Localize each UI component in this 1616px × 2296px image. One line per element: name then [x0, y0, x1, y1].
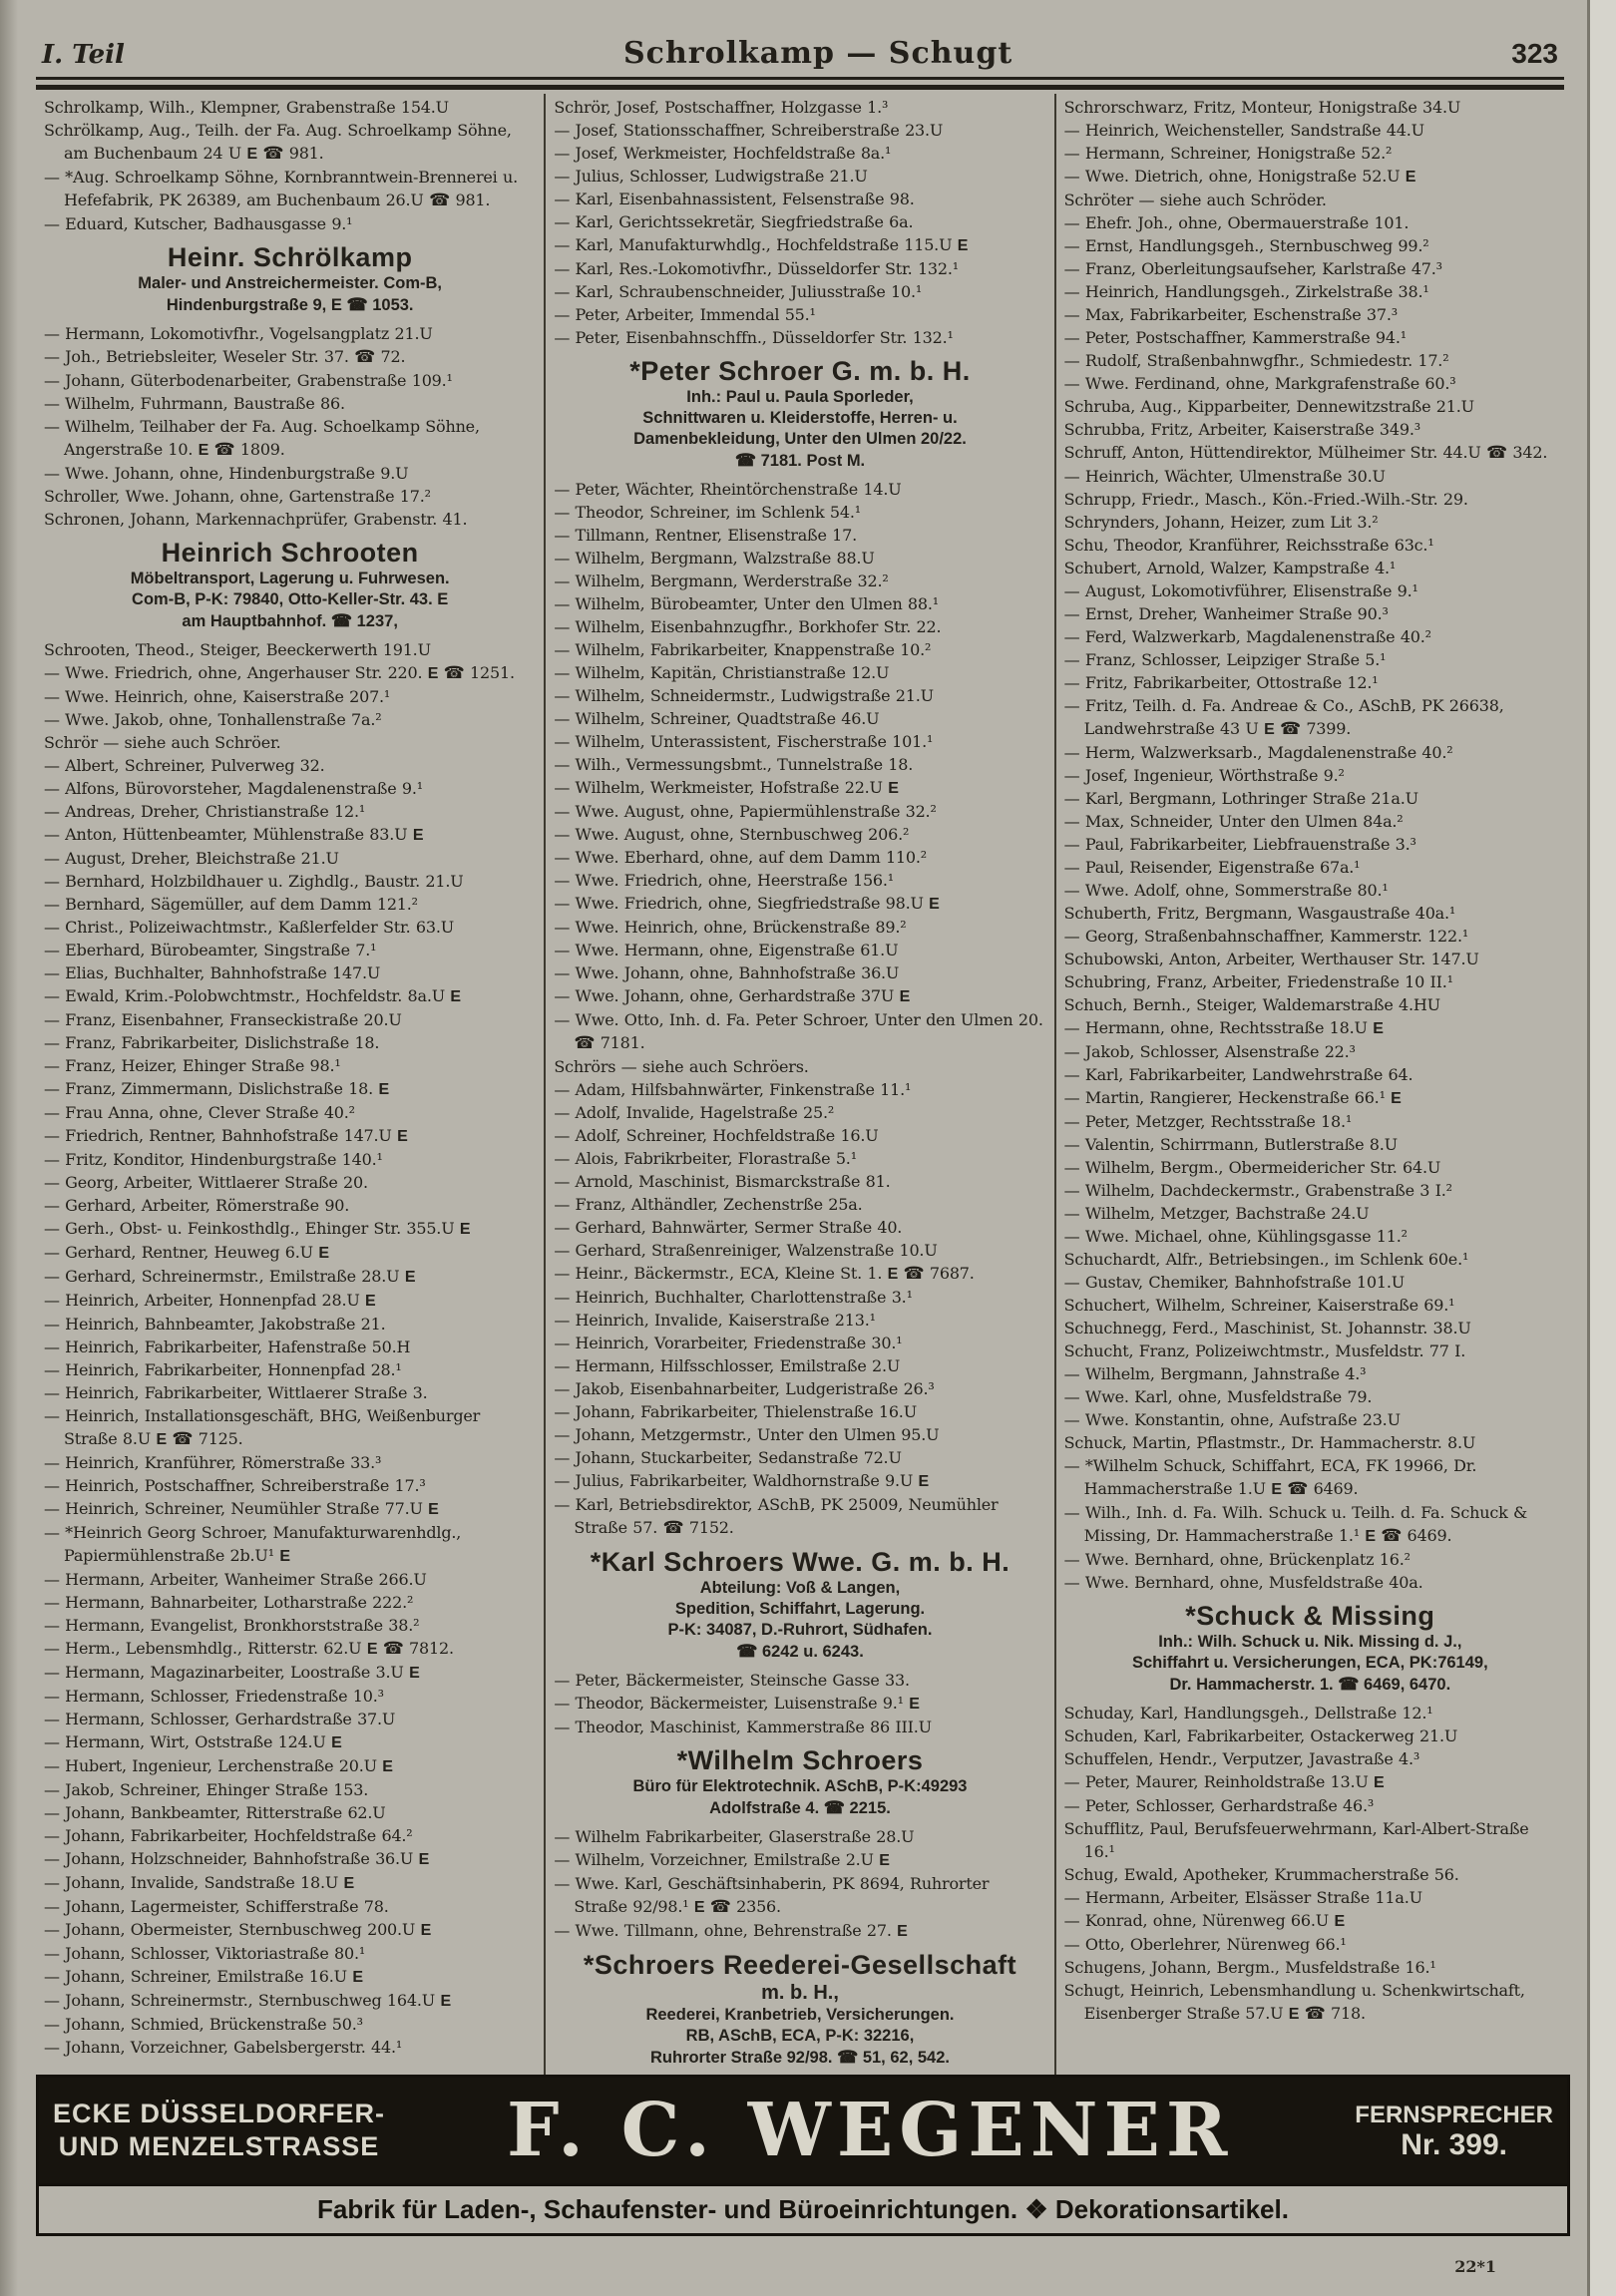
phone-icon: ☎: [346, 295, 368, 314]
directory-entry: Schuffelen, Hendr., Verputzer, Javastraße 4.³: [1063, 1749, 1420, 1768]
inline-ad-line: *Karl Schroers Wwe. G. m. b. H.: [590, 1547, 1010, 1577]
directory-entry: — Franz, Fabrikarbeiter, Dislichstraße 18.: [44, 1033, 380, 1052]
directory-entry: — Fritz, Konditor, Hindenburgstraße 140.¹: [44, 1150, 383, 1169]
directory-entry: — Joh., Betriebsleiter, Weseler Str. 37. ☎ 72.: [44, 347, 406, 367]
directory-entry: — Andreas, Dreher, Christianstraße 12.¹: [44, 802, 366, 821]
inline-ad: [554, 1547, 1045, 1663]
directory-entry: — Johann, Schreiner, Emilstraße 16.U E: [44, 1967, 363, 1986]
directory-entry: — Gerhard, Schreinermstr., Emilstraße 28.U E: [44, 1267, 416, 1286]
inline-ad-line: Hindenburgstraße 9, E ☎ 1053.: [166, 295, 414, 314]
inline-ad-line: Dr. Hammacherstr. 1. ☎ 6469, 6470.: [1169, 1675, 1451, 1694]
directory-entry: — Peter, Schlosser, Gerhardstraße 46.³: [1063, 1796, 1375, 1815]
directory-entry: — Heinrich, Invalide, Kaiserstraße 213.¹: [554, 1311, 876, 1330]
directory-entry: — Martin, Rangierer, Heckenstraße 66.¹ E: [1063, 1088, 1402, 1107]
directory-entry: — Heinrich, Buchhalter, Charlottenstraße 3.¹: [554, 1288, 913, 1307]
directory-entry: — Wwe. Heinrich, ohne, Kaiserstraße 207.¹: [44, 687, 391, 706]
directory-entry: — Johann, Schmied, Brückenstraße 50.³: [44, 2015, 363, 2034]
directory-column-1: [36, 94, 544, 2094]
phone-icon: ☎: [172, 1429, 194, 1449]
page-number: 323: [1511, 38, 1558, 69]
directory-entry: — Heinrich, Handlungsgeh., Zirkelstraße 38.¹: [1063, 282, 1429, 301]
inline-ad: [554, 1950, 1045, 2069]
directory-entry: Schubert, Arnold, Walzer, Kampstraße 4.¹: [1063, 559, 1397, 577]
directory-entry: — Hermann, Schlosser, Friedenstraße 10.³: [44, 1687, 384, 1706]
inline-ad-line: Spedition, Schiffahrt, Lagerung.: [674, 1600, 926, 1618]
directory-entry: — Johann, Bankbeamter, Ritterstraße 62.U: [44, 1803, 386, 1822]
directory-entry: — Johann, Güterbodenarbeiter, Grabenstraße 109.¹: [44, 371, 453, 390]
directory-entry: — Peter, Maurer, Reinholdstraße 13.U E: [1063, 1772, 1385, 1791]
directory-entry: — Heinrich, Postschaffner, Schreiberstraße 17.³: [44, 1476, 426, 1495]
directory-entry: — Herm, Walzwerksarb., Magdalenenstraße 40.²: [1063, 743, 1453, 762]
directory-entry: Schröter — siehe auch Schröder.: [1063, 191, 1327, 209]
directory-entry: — Hermann, Magazinarbeiter, Loostraße 3.U E: [44, 1663, 420, 1682]
directory-entry: — Franz, Althändler, Zechenstrße 25a.: [554, 1195, 863, 1214]
directory-entry: — Gerh., Obst- u. Feinkosthdlg., Ehinger Str. 355.U E: [44, 1219, 471, 1238]
inline-ad-line: *Schuck & Missing: [1185, 1601, 1435, 1631]
directory-entry: — Wwe. Michael, ohne, Kühlingsgasse 11.²: [1063, 1227, 1408, 1246]
directory-entry: — Tillmann, Rentner, Elisenstraße 17.: [554, 526, 858, 545]
directory-entry: — Herm., Lebensmhdlg., Ritterstr. 62.U E ☎ 7812.: [44, 1639, 454, 1659]
inline-ad-line: *Peter Schroer G. m. b. H.: [629, 356, 971, 386]
directory-entry: — Gerhard, Bahnwärter, Sermer Straße 40.: [554, 1218, 903, 1237]
directory-entry: — Hermann, ohne, Rechtsstraße 18.U E: [1063, 1018, 1384, 1037]
directory-entry: — Johann, Holzschneider, Bahnhofstraße 36.U E: [44, 1849, 430, 1868]
inline-ad: [44, 242, 536, 316]
directory-entry: — Peter, Arbeiter, Immendal 55.¹: [554, 305, 816, 324]
phone-icon: ☎: [1304, 2004, 1326, 2024]
directory-entry: — Josef, Stationsschaffner, Schreiberstraße 23.U: [554, 121, 944, 140]
directory-entry: Schrölkamp, Aug., Teilh. der Fa. Aug. Schroelkamp Söhne, am Buchenbaum 24 U E ☎ 981.: [44, 121, 512, 164]
directory-entry: — Wwe. Johann, ohne, Hindenburgstraße 9.U: [44, 464, 409, 483]
directory-entry: — Christ., Polizeiwachtmstr., Kaßlerfelder Str. 63.U: [44, 918, 455, 937]
directory-entry: — Wilhelm, Teilhaber der Fa. Aug. Schoelkamp Söhne, Angerstraße 10. E ☎ 1809.: [44, 417, 480, 460]
directory-entry: — Hermann, Lokomotivfhr., Vogelsangplatz 21.U: [44, 324, 433, 343]
directory-entry: — Alois, Fabrikrbeiter, Florastraße 5.¹: [554, 1149, 857, 1168]
inline-ad-line: Heinr. Schrölkamp: [167, 242, 413, 272]
directory-entry: — Hermann, Schreiner, Honigstraße 52.²: [1063, 144, 1393, 163]
phone-icon: ☎: [213, 440, 235, 460]
phone-icon: ☎: [429, 191, 451, 210]
directory-entry: — Wilhelm, Kapitän, Christianstraße 12.U: [554, 663, 890, 682]
phone-icon: ☎: [837, 2048, 859, 2067]
directory-columns: [36, 94, 1564, 2094]
directory-entry: Schronen, Johann, Markennachprüfer, Grabenstr. 41.: [44, 510, 468, 529]
header-rule: [36, 77, 1564, 90]
inline-ad-line: ☎ 7181. Post M.: [734, 451, 866, 470]
directory-entry: — Wilhelm, Bergmann, Jahnstraße 4.³: [1063, 1364, 1367, 1383]
directory-entry: — Max, Schneider, Unter den Ulmen 84a.²: [1063, 812, 1404, 831]
directory-entry: — Wwe. Heinrich, ohne, Brückenstraße 89.²: [554, 918, 907, 937]
directory-entry: — Gerhard, Arbeiter, Römerstraße 90.: [44, 1196, 350, 1215]
inline-ad-line: RB, ASchB, ECA, P-K: 32216,: [685, 2027, 915, 2045]
advertisement-banner: [36, 2075, 1570, 2236]
directory-entry: — Karl, Res.-Lokomotivfhr., Düsseldorfer Str. 132.¹: [554, 259, 959, 278]
directory-entry: — Karl, Fabrikarbeiter, Landwehrstraße 64.: [1063, 1065, 1414, 1084]
phone-icon: ☎: [330, 611, 353, 630]
directory-entry: — Karl, Eisenbahnassistent, Felsenstraße 98.: [554, 190, 915, 208]
phone-icon: ☎: [574, 1033, 596, 1053]
directory-entry: — Wilh., Inh. d. Fa. Wilh. Schuck u. Teilh. d. Fa. Schuck & Missing, Dr. Hammacherstraße 1.¹ E ☎ 6469.: [1063, 1503, 1528, 1546]
directory-entry: — Bernhard, Sägemüller, auf dem Damm 121.²: [44, 895, 418, 914]
directory-entry: — Hermann, Arbeiter, Elsässer Straße 11a.U: [1063, 1888, 1422, 1907]
directory-entry: Schugt, Heinrich, Lebensmhandlung u. Schenkwirtschaft, Eisenberger Straße 57.U E ☎ 718.: [1063, 1981, 1525, 2024]
directory-entry: — Anton, Hüttenbeamter, Mühlenstraße 83.U E: [44, 825, 424, 844]
directory-entry: Schruff, Anton, Hüttendirektor, Mülheimer Str. 44.U ☎ 342.: [1063, 443, 1548, 463]
directory-entry: — Wilhelm, Metzger, Bachstraße 24.U: [1063, 1204, 1370, 1223]
directory-entry: — Theodor, Schreiner, im Schlenk 54.¹: [554, 503, 861, 522]
directory-entry: Schubring, Franz, Arbeiter, Friedenstraße 10 II.¹: [1063, 972, 1453, 991]
directory-entry: Schrörs — siehe auch Schröers.: [554, 1057, 809, 1076]
directory-entry: — Paul, Reisender, Eigenstraße 67a.¹: [1063, 858, 1361, 877]
phone-icon: ☎: [1338, 1675, 1360, 1694]
page-title: Schrolkamp — Schugt: [623, 36, 1013, 71]
directory-entry: — August, Lokomotivführer, Elisenstraße 9.¹: [1063, 581, 1418, 600]
ad-company-name: F. C. WEGENER: [506, 2088, 1234, 2173]
directory-entry: — Wwe. Otto, Inh. d. Fa. Peter Schroer, Unter den Ulmen 20. ☎ 7181.: [554, 1010, 1043, 1053]
directory-entry: — Wwe. Bernhard, ohne, Musfeldstraße 40a.: [1063, 1573, 1423, 1592]
directory-entry: Schug, Ewald, Apotheker, Krummacherstraße 56.: [1063, 1865, 1459, 1884]
directory-entry: — Hermann, Bahnarbeiter, Lotharstraße 222.²: [44, 1593, 414, 1612]
directory-entry: — Gustav, Chemiker, Bahnhofstraße 101.U: [1063, 1273, 1405, 1292]
inline-ad-line: Inh.: Paul u. Paula Sporleder,: [686, 388, 914, 406]
directory-entry: — Franz, Heizer, Ehinger Straße 98.¹: [44, 1056, 341, 1075]
directory-entry: — Adolf, Invalide, Hagelstraße 25.²: [554, 1103, 835, 1122]
directory-entry: — Wilhelm, Bergm., Obermeidericher Str. 64.U: [1063, 1158, 1441, 1177]
directory-entry: Schuchardt, Alfr., Betriebsingen., im Schlenk 60e.¹: [1063, 1250, 1469, 1269]
phone-icon: ☎: [903, 1264, 925, 1284]
directory-entry: — Jakob, Schreiner, Ehinger Straße 153.: [44, 1780, 369, 1799]
directory-entry: Schufflitz, Paul, Berufsfeuerwehrmann, Karl-Albert-Straße 16.¹: [1063, 1819, 1529, 1861]
directory-entry: — Wwe. Dietrich, ohne, Honigstraße 52.U E: [1063, 167, 1416, 186]
directory-entry: Schuberth, Fritz, Bergmann, Wasgaustraße 40a.¹: [1063, 904, 1456, 923]
phone-icon: ☎: [262, 144, 284, 164]
directory-entry: — Wilhelm Fabrikarbeiter, Glaserstraße 28.U: [554, 1827, 915, 1846]
directory-entry: — *Aug. Schroelkamp Söhne, Kornbranntwein-Brennerei u. Hefefabrik, PK 26389, am Buchenbaum 26.U ☎ 981.: [44, 168, 518, 210]
directory-entry: — Theodor, Maschinist, Kammerstraße 86 III.U: [554, 1718, 932, 1736]
directory-entry: — Paul, Fabrikarbeiter, Liebfrauenstraße 3.³: [1063, 835, 1416, 854]
directory-entry: — Johann, Obermeister, Sternbuschweg 200.U E: [44, 1920, 432, 1939]
directory-entry: — Wilhelm, Eisenbahnzugfhr., Borkhofer Str. 22.: [554, 617, 942, 636]
inline-ad-line: *Wilhelm Schroers: [676, 1745, 924, 1775]
directory-entry: — Ernst, Handlungsgeh., Sternbuschweg 99.²: [1063, 236, 1429, 255]
printers-mark: 22*1: [1454, 2257, 1496, 2276]
directory-column-2: [544, 94, 1053, 2094]
directory-entry: — Johann, Lagermeister, Schifferstraße 78.: [44, 1897, 389, 1916]
directory-entry: — Ferd, Walzwerkarb, Magdalenenstraße 40.²: [1063, 627, 1431, 646]
directory-entry: — Wilhelm, Werkmeister, Hofstraße 22.U E: [554, 778, 899, 797]
inline-ad: [554, 356, 1045, 472]
inline-ad: [554, 1745, 1045, 1819]
directory-entry: — Fritz, Fabrikarbeiter, Ottostraße 12.¹: [1063, 673, 1379, 692]
directory-entry: — Ehefr. Joh., ohne, Obermauerstraße 101.: [1063, 213, 1410, 232]
inline-ad-line: Inh.: Wilh. Schuck u. Nik. Missing d. J.,: [1158, 1633, 1462, 1651]
directory-entry: — Johann, Metzgermstr., Unter den Ulmen 95.U: [554, 1425, 940, 1444]
directory-entry: — Franz, Zimmermann, Dislichstraße 18. E: [44, 1079, 389, 1098]
directory-entry: — Wwe. Adolf, ohne, Sommerstraße 80.¹: [1063, 881, 1389, 900]
directory-entry: Schrör, Josef, Postschaffner, Holzgasse 1.³: [554, 98, 889, 117]
directory-entry: — Wwe. Johann, ohne, Gerhardstraße 37U E: [554, 986, 911, 1005]
directory-entry: — Heinrich, Schreiner, Neumühler Straße 77.U E: [44, 1499, 439, 1518]
directory-column-3: [1054, 94, 1564, 2094]
phone-icon: ☎: [662, 1518, 684, 1538]
directory-entry: Schuch, Bernh., Steiger, Waldemarstraße 4.HU: [1063, 995, 1440, 1014]
directory-entry: Schruba, Aug., Kipparbeiter, Dennewitzstraße 21.U: [1063, 397, 1474, 416]
phone-icon: ☎: [443, 663, 465, 683]
directory-entry: Schucht, Franz, Polizeiwchtmstr., Musfeldstr. 77 I.: [1063, 1341, 1466, 1360]
directory-entry: — Wwe. Bernhard, ohne, Brückenplatz 16.²: [1063, 1550, 1411, 1569]
directory-entry: — Ewald, Krim.-Polobwchtmstr., Hochfeldstr. 8a.U E: [44, 986, 461, 1005]
directory-entry: — Franz, Eisenbahner, Franseckistraße 20.U: [44, 1010, 402, 1029]
directory-entry: Schrorschwarz, Fritz, Monteur, Honigstraße 34.U: [1063, 98, 1461, 117]
directory-entry: — *Heinrich Georg Schroer, Manufakturwarenhdlg., Papiermühlenstraße 2b.U¹ E: [44, 1523, 462, 1565]
directory-entry: — Heinrich, Vorarbeiter, Friedenstraße 30.¹: [554, 1334, 903, 1352]
directory-entry: — Albert, Schreiner, Pulverweg 32.: [44, 756, 325, 775]
directory-entry: — Elias, Buchhalter, Bahnhofstraße 147.U: [44, 963, 381, 982]
directory-entry: — Gerhard, Rentner, Heuweg 6.U E: [44, 1243, 329, 1262]
directory-entry: — Wwe. Johann, ohne, Bahnhofstraße 36.U: [554, 963, 900, 982]
directory-entry: Schuchert, Wilhelm, Schreiner, Kaiserstraße 69.¹: [1063, 1296, 1455, 1315]
directory-entry: — Wilhelm, Unterassistent, Fischerstraße 101.¹: [554, 732, 934, 751]
directory-entry: — Peter, Wächter, Rheintörchenstraße 14.U: [554, 480, 902, 499]
inline-ad-line: Reederei, Kranbetrieb, Versicherungen.: [645, 2006, 955, 2024]
directory-entry: — Hermann, Schlosser, Gerhardstraße 37.U: [44, 1710, 396, 1728]
phone-icon: ☎: [1287, 1479, 1309, 1499]
directory-entry: Schuday, Karl, Handlungsgeh., Dellstraße 12.¹: [1063, 1704, 1433, 1722]
directory-entry: — Johann, Schreinermstr., Sternbuschweg 164.U E: [44, 1991, 451, 2010]
directory-entry: Schu, Theodor, Kranführer, Reichsstraße 63c.¹: [1063, 536, 1434, 555]
directory-entry: — Karl, Betriebsdirektor, ASchB, PK 25009, Neumühler Straße 57. ☎ 7152.: [554, 1495, 999, 1538]
directory-entry: — Hubert, Ingenieur, Lerchenstraße 20.U E: [44, 1756, 393, 1775]
directory-entry: — Heinrich, Fabrikarbeiter, Hafenstraße 50.H: [44, 1338, 411, 1356]
directory-entry: — Karl, Schraubenschneider, Juliusstraße 10.¹: [554, 282, 923, 301]
inline-ad-line: Möbeltransport, Lagerung u. Fuhrwesen.: [130, 570, 450, 587]
directory-entry: — Wwe. Konstantin, ohne, Aufstraße 23.U: [1063, 1410, 1401, 1429]
directory-entry: — Adam, Hilfsbahnwärter, Finkenstraße 11.¹: [554, 1080, 912, 1099]
directory-entry: — Adolf, Schreiner, Hochfeldstraße 16.U: [554, 1126, 879, 1145]
directory-entry: Schrolkamp, Wilh., Klempner, Grabenstraße 154.U: [44, 98, 449, 117]
directory-entry: Schroller, Wwe. Johann, ohne, Gartenstraße 17.²: [44, 487, 431, 506]
directory-entry: — Heinrich, Kranführer, Römerstraße 33.³: [44, 1453, 382, 1472]
inline-ad-line: Abteilung: Voß & Langen,: [699, 1579, 901, 1597]
directory-entry: — Heinrich, Fabrikarbeiter, Honnenpfad 28.¹: [44, 1360, 402, 1379]
directory-entry: — Eduard, Kutscher, Badhausgasse 9.¹: [44, 214, 353, 233]
inline-ad-line: Heinrich Schrooten: [161, 538, 419, 568]
directory-entry: — Karl, Manufakturwhdlg., Hochfeldstraße 115.U E: [554, 235, 969, 254]
directory-entry: — Wwe. August, ohne, Papiermühlenstraße 32.²: [554, 802, 937, 821]
inline-ad-line: P-K: 34087, D.-Ruhrort, Südhafen.: [667, 1621, 933, 1639]
inline-ad-line: Adolfstraße 4. ☎ 2215.: [709, 1798, 891, 1817]
directory-entry: Schrupp, Friedr., Masch., Kön.-Fried.-Wilh.-Str. 29.: [1063, 490, 1468, 509]
directory-entry: — Peter, Eisenbahnschffn., Düsseldorfer Str. 132.¹: [554, 328, 954, 347]
inline-ad-line: ☎ 6242 u. 6243.: [736, 1642, 864, 1661]
directory-entry: — Heinrich, Arbeiter, Honnenpfad 28.U E: [44, 1291, 376, 1310]
directory-entry: — Hermann, Wirt, Oststraße 124.U E: [44, 1732, 342, 1751]
directory-entry: — Johann, Schlosser, Viktoriastraße 80.¹: [44, 1944, 366, 1963]
directory-entry: — Otto, Oberlehrer, Nürenweg 66.¹: [1063, 1935, 1347, 1954]
directory-entry: — Wilhelm, Vorzeichner, Emilstraße 2.U E: [554, 1850, 890, 1869]
directory-entry: — Bernhard, Holzbildhauer u. Zighdlg., Baustr. 21.U: [44, 872, 464, 891]
directory-entry: — Peter, Metzger, Rechtsstraße 18.¹: [1063, 1112, 1353, 1131]
directory-entry: — Johann, Stuckarbeiter, Sedanstraße 72.U: [554, 1448, 902, 1467]
inline-ad-line: Schiffahrt u. Versicherungen, ECA, PK:76149,: [1131, 1654, 1488, 1672]
directory-entry: — Wwe. Jakob, ohne, Tonhallenstraße 7a.²: [44, 710, 382, 729]
directory-entry: — Wwe. Tillmann, ohne, Behrenstraße 27. E: [554, 1921, 908, 1940]
inline-ad-line: am Hauptbahnhof. ☎ 1237,: [182, 611, 398, 630]
phone-icon: ☎: [1486, 443, 1507, 463]
directory-entry: — Wilhelm, Fuhrmann, Baustraße 86.: [44, 394, 345, 413]
scan-left-edge: [0, 0, 18, 2296]
directory-entry: — Konrad, ohne, Nürenweg 66.U E: [1063, 1911, 1345, 1930]
directory-entry: — Wilhelm, Bergmann, Werderstraße 32.²: [554, 572, 889, 590]
directory-entry: — August, Dreher, Bleichstraße 21.U: [44, 849, 339, 868]
directory-entry: — Wilhelm, Bürobeamter, Unter den Ulmen 88.¹: [554, 594, 939, 613]
phone-icon: ☎: [734, 451, 757, 470]
directory-entry: — Georg, Straßenbahnschaffner, Kammerstr. 122.¹: [1063, 927, 1469, 946]
page-content: [36, 28, 1564, 2094]
directory-entry: — Eberhard, Bürobeamter, Singstraße 7.¹: [44, 941, 377, 959]
directory-entry: — Hermann, Evangelist, Bronkhorststraße 38.²: [44, 1616, 420, 1635]
directory-entry: — Karl, Bergmann, Lothringer Straße 21a.U: [1063, 789, 1418, 808]
directory-entry: Schubowski, Anton, Arbeiter, Werthauser Str. 147.U: [1063, 950, 1479, 968]
scan-page-edge: [1587, 0, 1616, 2296]
directory-entry: Schuden, Karl, Fabrikarbeiter, Ostackerweg 21.U: [1063, 1726, 1458, 1745]
directory-entry: — Josef, Ingenieur, Wörthstraße 9.²: [1063, 766, 1345, 785]
phone-icon: ☎: [1279, 719, 1301, 739]
directory-entry: — *Wilhelm Schuck, Schiffahrt, ECA, FK 19966, Dr. Hammacherstraße 1.U E ☎ 6469.: [1063, 1456, 1477, 1499]
directory-entry: — Hermann, Arbeiter, Wanheimer Straße 266.U: [44, 1570, 427, 1589]
phone-icon: ☎: [382, 1639, 404, 1659]
ad-phone-number: Nr. 399.: [1401, 2128, 1508, 2161]
directory-entry: — Johann, Vorzeichner, Gabelsbergerstr. 44.¹: [44, 2038, 403, 2057]
ad-phone-label: FERNSPRECHER: [1355, 2102, 1553, 2128]
directory-entry: — Franz, Oberleitungsaufseher, Karlstraße 47.³: [1063, 259, 1442, 278]
phone-icon: ☎: [1381, 1526, 1403, 1546]
directory-entry: — Theodor, Bäckermeister, Luisenstraße 9.¹ E: [554, 1694, 920, 1713]
directory-entry: — Rudolf, Straßenbahnwgfhr., Schmiedestr. 17.²: [1063, 351, 1449, 370]
directory-entry: — Wwe. Friedrich, ohne, Angerhauser Str. 220. E ☎ 1251.: [44, 663, 515, 683]
ad-phone-block: [1355, 2101, 1553, 2160]
directory-entry: — Wwe. Hermann, ohne, Eigenstraße 61.U: [554, 941, 899, 959]
directory-entry: — Jakob, Schlosser, Alsenstraße 22.³: [1063, 1042, 1356, 1061]
inline-ad-line: Maler- und Anstreichermeister. Com-B,: [138, 274, 443, 292]
directory-entry: — Julius, Schlosser, Ludwigstraße 21.U: [554, 167, 868, 186]
directory-entry: — Heinrich, Bahnbeamter, Jakobstraße 21.: [44, 1315, 386, 1334]
directory-entry: — Arnold, Maschinist, Bismarckstraße 81.: [554, 1172, 891, 1191]
ad-address-line: UND MENZELSTRASSE: [58, 2131, 380, 2161]
inline-ad: [1064, 1601, 1556, 1696]
phone-icon: ☎: [709, 1897, 731, 1917]
directory-entry: — Max, Fabrikarbeiter, Eschenstraße 37.³: [1063, 305, 1398, 324]
directory-entry: — Gerhard, Straßenreiniger, Walzenstraße 10.U: [554, 1241, 938, 1260]
directory-entry: Schrynders, Johann, Heizer, zum Lit 3.²: [1063, 513, 1379, 532]
directory-entry: — Wilhelm, Schreiner, Quadtstraße 46.U: [554, 709, 880, 728]
directory-entry: — Heinr., Bäckermstr., ECA, Kleine St. 1. E ☎ 7687.: [554, 1264, 975, 1284]
directory-entry: — Frau Anna, ohne, Clever Straße 40.²: [44, 1103, 355, 1122]
directory-entry: — Wilhelm, Schneidermstr., Ludwigstraße 21.U: [554, 686, 934, 705]
inline-ad-line: *Schroers Reederei-Gesellschaft: [583, 1950, 1017, 1980]
directory-entry: — Heinrich, Installationsgeschäft, BHG, Weißenburger Straße 8.U E ☎ 7125.: [44, 1406, 481, 1449]
directory-entry: — Wilhelm, Bergmann, Walzstraße 88.U: [554, 549, 875, 568]
directory-entry: — Wwe. Karl, ohne, Musfeldstraße 79.: [1063, 1387, 1373, 1406]
directory-entry: — Wilhelm, Fabrikarbeiter, Knappenstraße 10.²: [554, 640, 932, 659]
inline-ad-line: Ruhrorter Straße 92/98. ☎ 51, 62, 542.: [649, 2048, 950, 2067]
inline-ad-line: m. b. H.,: [761, 1982, 839, 2004]
directory-entry: — Jakob, Eisenbahnarbeiter, Ludgeristraße 26.³: [554, 1379, 935, 1398]
phone-icon: ☎: [823, 1798, 845, 1817]
ad-address-line: ECKE DÜSSELDORFER-: [53, 2099, 386, 2128]
directory-entry: — Josef, Werkmeister, Hochfeldstraße 8a.¹: [554, 144, 892, 163]
inline-ad-line: Büro für Elektrotechnik. ASchB, P-K:49293: [632, 1777, 968, 1795]
directory-entry: — Heinrich, Weichensteller, Sandstraße 44.U: [1063, 121, 1424, 140]
inline-ad-line: Damenbekleidung, Unter den Ulmen 20/22.: [633, 430, 967, 448]
directory-entry: — Wilh., Vermessungsbmt., Tunnelstraße 18.: [554, 755, 914, 774]
directory-entry: — Wwe. Karl, Geschäftsinhaberin, PK 8694, Ruhrorter Straße 92/98.¹ E ☎ 2356.: [554, 1874, 990, 1917]
directory-entry: — Julius, Fabrikarbeiter, Waldhornstraße 9.U E: [554, 1471, 930, 1490]
directory-entry: — Hermann, Hilfsschlosser, Emilstraße 2.U: [554, 1356, 901, 1375]
directory-entry: — Ernst, Dreher, Wanheimer Straße 90.³: [1063, 604, 1389, 623]
directory-entry: Schrubba, Fritz, Arbeiter, Kaiserstraße 349.³: [1063, 420, 1420, 439]
directory-entry: Schrör — siehe auch Schröer.: [44, 733, 281, 752]
phone-icon: ☎: [354, 347, 376, 367]
directory-entry: — Johann, Fabrikarbeiter, Thielenstraße 16.U: [554, 1402, 917, 1421]
directory-entry: — Wwe. Friedrich, ohne, Siegfriedstraße 98.U E: [554, 894, 940, 913]
directory-entry: — Wwe. Friedrich, ohne, Heerstraße 156.¹: [554, 871, 895, 890]
directory-entry: — Wwe. Ferdinand, ohne, Markgrafenstraße 60.³: [1063, 374, 1456, 393]
directory-entry: Schugens, Johann, Bergm., Musfeldstraße 16.¹: [1063, 1958, 1436, 1977]
directory-entry: — Wwe. Eberhard, ohne, auf dem Damm 110.²: [554, 848, 927, 867]
directory-entry: — Franz, Schlosser, Leipziger Straße 5.¹: [1063, 650, 1387, 669]
directory-entry: — Johann, Invalide, Sandstraße 18.U E: [44, 1873, 354, 1892]
inline-ad-line: Com-B, P-K: 79840, Otto-Keller-Str. 43. E: [132, 590, 449, 608]
directory-entry: Schuchnegg, Ferd., Maschinist, St. Johannstr. 38.U: [1063, 1319, 1471, 1338]
directory-entry: — Wilhelm, Dachdeckermstr., Grabenstraße 3 I.²: [1063, 1181, 1452, 1200]
directory-entry: — Valentin, Schirrmann, Butlerstraße 8.U: [1063, 1135, 1398, 1154]
directory-entry: — Georg, Arbeiter, Wittlaerer Straße 20.: [44, 1173, 368, 1192]
advertisement-banner-top: [39, 2078, 1567, 2183]
directory-entry: Schrooten, Theod., Steiger, Beeckerwerth 191.U: [44, 640, 431, 659]
directory-entry: — Fritz, Teilh. d. Fa. Andreae & Co., ASchB, PK 26638, Landwehrstraße 43 U E ☎ 7399.: [1063, 696, 1504, 739]
directory-entry: — Heinrich, Wächter, Ulmenstraße 30.U: [1063, 467, 1386, 486]
page-header: [36, 28, 1564, 77]
directory-entry: — Friedrich, Rentner, Bahnhofstraße 147.U E: [44, 1126, 408, 1145]
directory-entry: — Wwe. August, ohne, Sternbuschweg 206.²: [554, 825, 910, 844]
phone-icon: ☎: [736, 1642, 758, 1661]
directory-entry: — Johann, Fabrikarbeiter, Hochfeldstraße 64.²: [44, 1826, 413, 1845]
directory-entry: — Heinrich, Fabrikarbeiter, Wittlaerer Straße 3.: [44, 1383, 428, 1402]
directory-entry: Schuck, Martin, Pflastmstr., Dr. Hammacherstr. 8.U: [1063, 1433, 1476, 1452]
directory-entry: — Alfons, Bürovorsteher, Magdalenenstraße 9.¹: [44, 779, 423, 798]
directory-entry: — Karl, Gerichtssekretär, Siegfriedstraße 6a.: [554, 212, 914, 231]
section-label: I. Teil: [42, 40, 125, 70]
directory-entry: — Peter, Bäckermeister, Steinsche Gasse 33.: [554, 1671, 910, 1690]
ad-address-block: [53, 2098, 385, 2163]
inline-ad-line: Schnittwaren u. Kleiderstoffe, Herren- u.: [642, 409, 958, 427]
ad-tagline: Fabrik für Laden-, Schaufenster- und Büroeinrichtungen. ❖ Dekorationsartikel.: [39, 2183, 1567, 2233]
directory-entry: — Peter, Postschaffner, Kammerstraße 94.¹: [1063, 328, 1407, 347]
inline-ad: [44, 538, 536, 632]
